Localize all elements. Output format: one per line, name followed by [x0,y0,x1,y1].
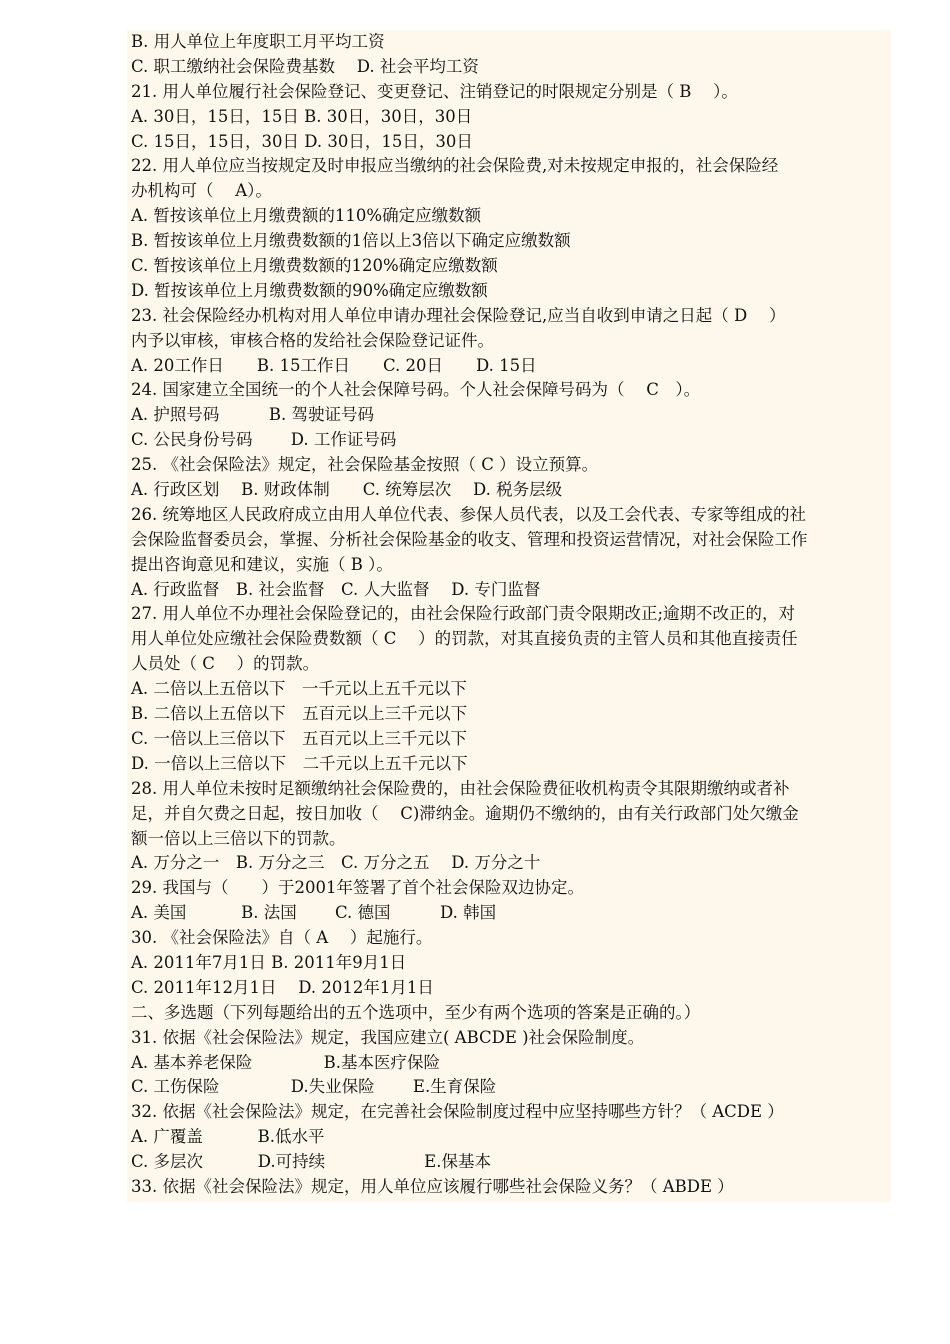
section-heading-multiple-choice: 二、多选题（下列每题给出的五个选项中，至少有两个选项的答案是正确的。） [131,1002,701,1022]
question-29: 29. 我国与（ ）于2001年签署了首个社会保险双边协定。 [131,878,584,898]
text-line: C. 职工缴纳社会保险费基数 D. 社会平均工资 [131,56,479,76]
text-line: 会保险监督委员会，掌握、分析社会保险基金的收支、管理和投资运营情况，对社会保险工作 [131,529,808,549]
text-line: A. 护照号码 B. 驾驶证号码 [131,405,375,425]
text-line: B. 用人单位上年度职工月平均工资 [131,32,385,51]
text-line: 用人单位处应缴社会保险费数额（ C ）的罚款，对其直接负责的主管人员和其他直接责任 [131,629,798,649]
text-line: A. 行政监督 B. 社会监督 C. 人大监督 D. 专门监督 [131,579,541,599]
text-line: A. 美国 B. 法国 C. 德国 D. 韩国 [131,903,497,923]
text-line: B. 二倍以上五倍以下 五百元以上三千元以下 [131,704,468,724]
text-line: A. 暂按该单位上月缴费额的110%确定应缴数额 [131,206,482,226]
text-line: A. 万分之一 B. 万分之三 C. 万分之五 D. 万分之十 [131,853,541,873]
question-31: 31. 依据《社会保险法》规定，我国应建立( ABCDE )社会保险制度。 [131,1027,645,1047]
text-line: 足，并自欠费之日起，按日加收（ C)滞纳金。逾期仍不缴纳的，由有关行政部门处欠缴金 [131,803,799,823]
text-line: A. 二倍以上五倍以下 一千元以上五千元以下 [131,679,467,699]
text-line: C. 15日，15日，30日 D. 30日，15日，30日 [131,131,473,151]
question-33: 33. 依据《社会保险法》规定，用人单位应该履行哪些社会保险义务？（ ABDE ） [131,1176,734,1196]
question-26: 26. 统筹地区人民政府成立由用人单位代表、参保人员代表，以及工会代表、专家等组成的社 [131,504,806,524]
text-line: 办机构可（ A）。 [131,181,272,201]
document-text-body [131,30,891,1200]
question-21: 21. 用人单位履行社会保险登记、变更登记、注销登记的时限规定分别是（ B ）。 [131,81,738,101]
question-32: 32. 依据《社会保险法》规定，在完善社会保险制度过程中应坚持哪些方针？（ ACDE ） [131,1102,784,1122]
text-line: C. 公民身份号码 D. 工作证号码 [131,430,397,450]
text-line: 额一倍以上三倍以下的罚款。 [131,828,346,848]
text-line: A. 广覆盖 B.低水平 [131,1127,325,1147]
text-line: A. 30日，15日，15日 B. 30日，30日，30日 [131,106,473,126]
text-line: 人员处（ C ）的罚款。 [131,654,320,674]
question-24: 24. 国家建立全国统一的个人社会保障号码。个人社会保障号码为（ C ）。 [131,380,701,400]
text-line: C. 一倍以上三倍以下 五百元以上三千元以下 [131,728,468,748]
text-line: C. 多层次 D.可持续 E.保基本 [131,1152,491,1172]
text-line: A. 基本养老保险 B.基本医疗保险 [131,1052,441,1072]
question-27: 27. 用人单位不办理社会保险登记的，由社会保险行政部门责令限期改正;逾期不改正的，对 [131,604,796,624]
text-line: A. 20工作日 B. 15工作日 C. 20日 D. 15日 [131,355,537,375]
question-30: 30. 《社会保险法》自（ A ）起施行。 [131,928,433,948]
text-line: D. 一倍以上三倍以下 二千元以上五千元以下 [131,753,468,773]
text-line: 内予以审核，审核合格的发给社会保险登记证件。 [131,330,494,350]
text-line: 提出咨询意见和建议，实施（ B ）。 [131,554,393,574]
text-line: C. 2011年12月1日 D. 2012年1月1日 [131,977,434,997]
text-line: D. 暂按该单位上月缴费数额的90%确定应缴数额 [131,280,488,300]
text-line: A. 行政区划 B. 财政体制 C. 统筹层次 D. 税务层级 [131,480,563,500]
question-28: 28. 用人单位未按时足额缴纳社会保险费的，由社会保险费征收机构责令其限期缴纳或者补 [131,778,790,798]
text-line: A. 2011年7月1日 B. 2011年9月1日 [131,952,407,972]
text-line: C. 暂按该单位上月缴费数额的120%确定应缴数额 [131,256,498,276]
question-23: 23. 社会保险经办机构对用人单位申请办理社会保险登记,应当自收到申请之日起（ D ） [131,305,786,325]
text-line: C. 工伤保险 D.失业保险 E.生育保险 [131,1077,497,1097]
text-line: B. 暂按该单位上月缴费数额的1倍以上3倍以下确定应缴数额 [131,231,571,251]
question-22: 22. 用人单位应当按规定及时申报应当缴纳的社会保险费,对未按规定申报的，社会保险经 [131,156,779,176]
question-25: 25. 《社会保险法》规定，社会保险基金按照（ C ）设立预算。 [131,455,599,475]
